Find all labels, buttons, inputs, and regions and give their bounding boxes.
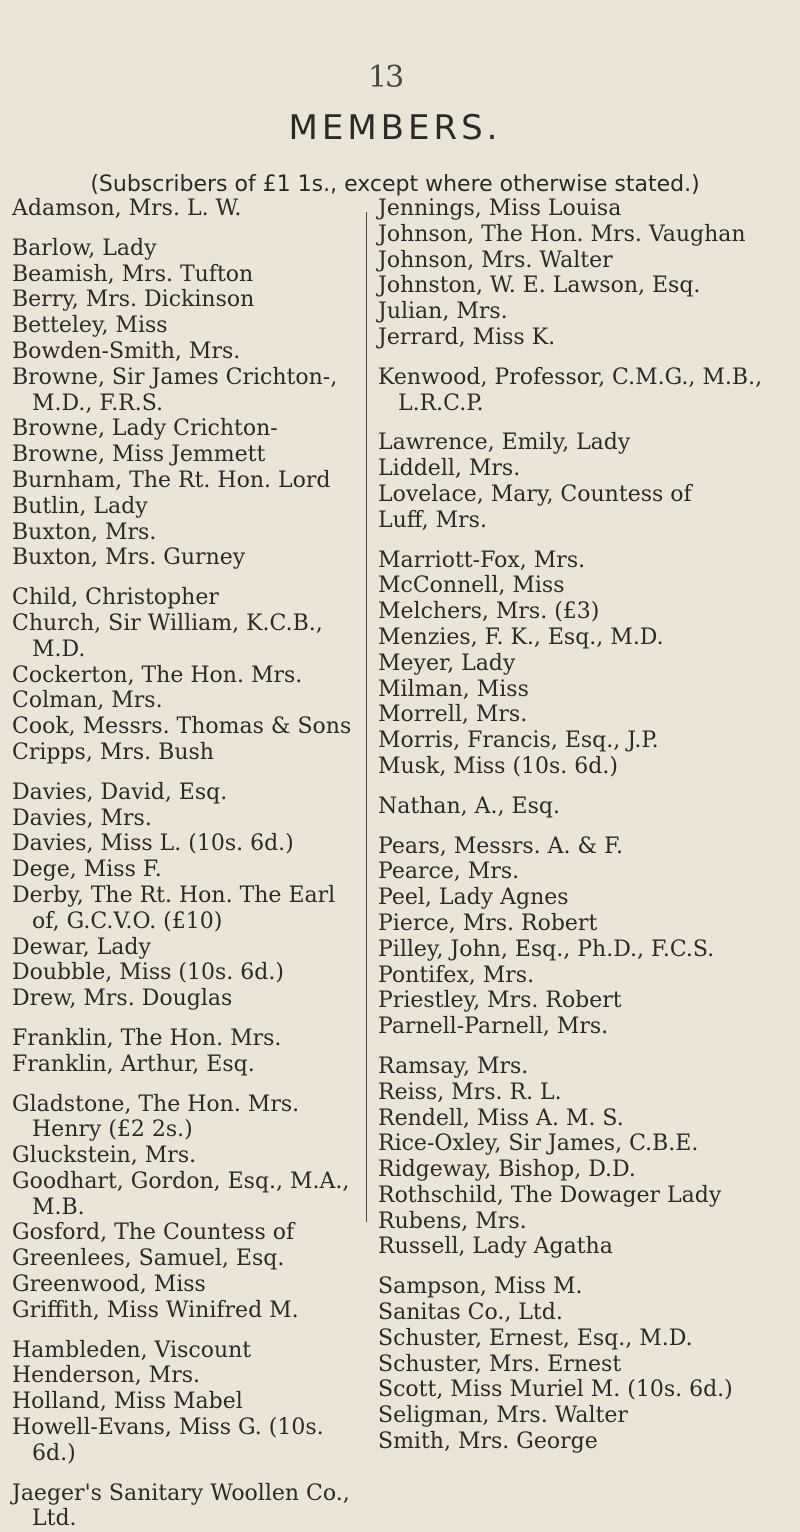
group-gap — [378, 780, 788, 794]
member-entry: Berry, Mrs. Dickinson — [12, 287, 255, 313]
member-entry: Franklin, The Hon. Mrs. — [12, 1025, 282, 1051]
member-entry: Browne, Lady Crichton- — [12, 416, 278, 442]
group-gap — [12, 1324, 360, 1338]
member-entry: Davies, Mrs. — [12, 805, 152, 831]
member-entry: Liddell, Mrs. — [378, 456, 521, 482]
members-column-left — [12, 196, 360, 1532]
member-entry: Sanitas Co., Ltd. — [378, 1300, 563, 1326]
member-entry: Musk, Miss (10s. 6d.) — [378, 753, 618, 779]
group-gap — [12, 1467, 360, 1481]
member-entry: Gluckstein, Mrs. — [12, 1143, 197, 1169]
member-entry: Julian, Mrs. — [378, 299, 508, 325]
member-entry: Priestley, Mrs. Robert — [378, 988, 622, 1014]
member-entry: Parnell-Parnell, Mrs. — [378, 1014, 609, 1040]
member-entry: Drew, Mrs. Douglas — [12, 986, 233, 1012]
member-entry: Davies, Miss L. (10s. 6d.) — [12, 831, 294, 857]
member-entry: Cockerton, The Hon. Mrs. — [12, 662, 303, 688]
member-entry: Nathan, A., Esq. — [378, 793, 560, 819]
member-entry: Pierce, Mrs. Robert — [378, 910, 598, 936]
member-entry: Rendell, Miss A. M. S. — [378, 1105, 624, 1131]
member-entry: Johnston, W. E. Lawson, Esq. — [378, 273, 701, 299]
page-heading: MEMBERS. — [288, 108, 502, 148]
group-gap — [378, 820, 788, 834]
page-number: 13 — [368, 60, 403, 95]
member-entry: Scott, Miss Muriel M. (10s. 6d.) — [378, 1377, 733, 1403]
member-entry: Jennings, Miss Louisa — [378, 196, 622, 221]
members-column-right — [378, 196, 788, 1455]
member-entry: Barlow, Lady — [12, 235, 157, 261]
member-entry: Derby, The Rt. Hon. The Earl of, G.C.V.O. (£10) — [12, 882, 336, 934]
group-gap — [12, 222, 360, 236]
member-entry: Gosford, The Countess of — [12, 1220, 295, 1246]
member-entry: Davies, David, Esq. — [12, 779, 228, 805]
member-entry: Lovelace, Mary, Countess of — [378, 481, 692, 507]
member-entry: Burnham, The Rt. Hon. Lord — [12, 467, 331, 493]
member-entry: Schuster, Mrs. Ernest — [378, 1351, 622, 1377]
member-entry: Ramsay, Mrs. — [378, 1053, 529, 1079]
member-entry: Browne, Sir James Crichton-, M.D., F.R.S. — [12, 364, 338, 416]
member-entry: Dewar, Lady — [12, 934, 151, 960]
group-gap — [378, 416, 788, 430]
member-entry: Buxton, Mrs. — [12, 519, 157, 545]
member-entry: Rubens, Mrs. — [378, 1208, 527, 1234]
member-entry: McConnell, Miss — [378, 573, 565, 599]
member-entry: Menzies, F. K., Esq., M.D. — [378, 624, 664, 650]
member-entry: Franklin, Arthur, Esq. — [12, 1051, 255, 1077]
member-entry: Greenlees, Samuel, Esq. — [12, 1246, 285, 1272]
member-entry: Russell, Lady Agatha — [378, 1234, 613, 1260]
member-entry: Johnson, The Hon. Mrs. Vaughan — [378, 221, 746, 247]
member-entry: Lawrence, Emily, Lady — [378, 430, 631, 456]
group-gap — [378, 1260, 788, 1274]
group-gap — [12, 766, 360, 780]
member-entry: Luff, Mrs. — [378, 507, 487, 533]
member-entry: Cook, Messrs. Thomas & Sons — [12, 714, 352, 740]
member-entry: Jaeger's Sanitary Woollen Co., Ltd. — [12, 1480, 350, 1532]
member-entry: Pontifex, Mrs. — [378, 962, 535, 988]
member-entry: Ridgeway, Bishop, D.D. — [378, 1157, 636, 1183]
member-entry: Jerrard, Miss K. — [378, 324, 556, 350]
member-entry: Beamish, Mrs. Tufton — [12, 261, 254, 287]
member-entry: Rice-Oxley, Sir James, C.B.E. — [378, 1131, 699, 1157]
member-entry: Colman, Mrs. — [12, 688, 163, 714]
member-entry: Meyer, Lady — [378, 650, 516, 676]
member-entry: Sampson, Miss M. — [378, 1274, 583, 1300]
group-gap — [378, 1040, 788, 1054]
member-entry: Seligman, Mrs. Walter — [378, 1403, 628, 1429]
member-entry: Schuster, Ernest, Esq., M.D. — [378, 1325, 693, 1351]
group-gap — [12, 1078, 360, 1092]
member-entry: Buxton, Mrs. Gurney — [12, 545, 246, 571]
member-entry: Howell-Evans, Miss G. (10s. 6d.) — [12, 1415, 324, 1466]
member-entry: Dege, Miss F. — [12, 857, 162, 883]
member-entry: Kenwood, Professor, C.M.G., M.B., L.R.C.P. — [378, 364, 763, 416]
member-entry: Henderson, Mrs. — [12, 1363, 201, 1389]
member-entry: Bowden-Smith, Mrs. — [12, 338, 241, 364]
group-gap — [378, 534, 788, 548]
member-entry: Hambleden, Viscount — [12, 1337, 252, 1363]
member-entry: Greenwood, Miss — [12, 1272, 206, 1298]
member-entry: Reiss, Mrs. R. L. — [378, 1079, 562, 1105]
member-entry: Gladstone, The Hon. Mrs. Henry (£2 2s.) — [12, 1091, 300, 1143]
member-entry: Peel, Lady Agnes — [378, 885, 569, 911]
member-entry: Milman, Miss — [378, 676, 529, 702]
member-entry: Morris, Francis, Esq., J.P. — [378, 728, 659, 754]
member-entry: Johnson, Mrs. Walter — [378, 247, 613, 273]
member-entry: Church, Sir William, K.C.B., M.D. — [12, 610, 323, 662]
member-entry: Melchers, Mrs. (£3) — [378, 599, 600, 625]
member-entry: Browne, Miss Jemmett — [12, 442, 266, 468]
member-entry: Rothschild, The Dowager Lady — [378, 1182, 722, 1208]
member-entry: Goodhart, Gordon, Esq., M.A., M.B. — [12, 1168, 350, 1220]
group-gap — [12, 571, 360, 585]
member-entry: Griffith, Miss Winifred M. — [12, 1297, 299, 1323]
member-entry: Morrell, Mrs. — [378, 702, 528, 728]
member-entry: Marriott-Fox, Mrs. — [378, 547, 586, 573]
member-entry: Butlin, Lady — [12, 493, 148, 519]
member-entry: Child, Christopher — [12, 585, 219, 611]
group-gap — [378, 351, 788, 365]
group-gap — [12, 1012, 360, 1026]
member-entry: Cripps, Mrs. Bush — [12, 739, 214, 765]
member-entry: Pearce, Mrs. — [378, 859, 520, 885]
member-entry: Smith, Mrs. George — [378, 1429, 598, 1455]
member-entry: Doubble, Miss (10s. 6d.) — [12, 960, 284, 986]
member-entry: Pilley, John, Esq., Ph.D., F.C.S. — [378, 936, 715, 962]
member-entry: Holland, Miss Mabel — [12, 1389, 243, 1415]
page-subheading: (Subscribers of £1 1s., except where otherwise stated.) — [90, 172, 700, 197]
column-divider — [366, 212, 367, 1222]
member-entry: Betteley, Miss — [12, 313, 168, 339]
member-entry: Adamson, Mrs. L. W. — [12, 196, 242, 221]
member-entry: Pears, Messrs. A. & F. — [378, 833, 623, 859]
